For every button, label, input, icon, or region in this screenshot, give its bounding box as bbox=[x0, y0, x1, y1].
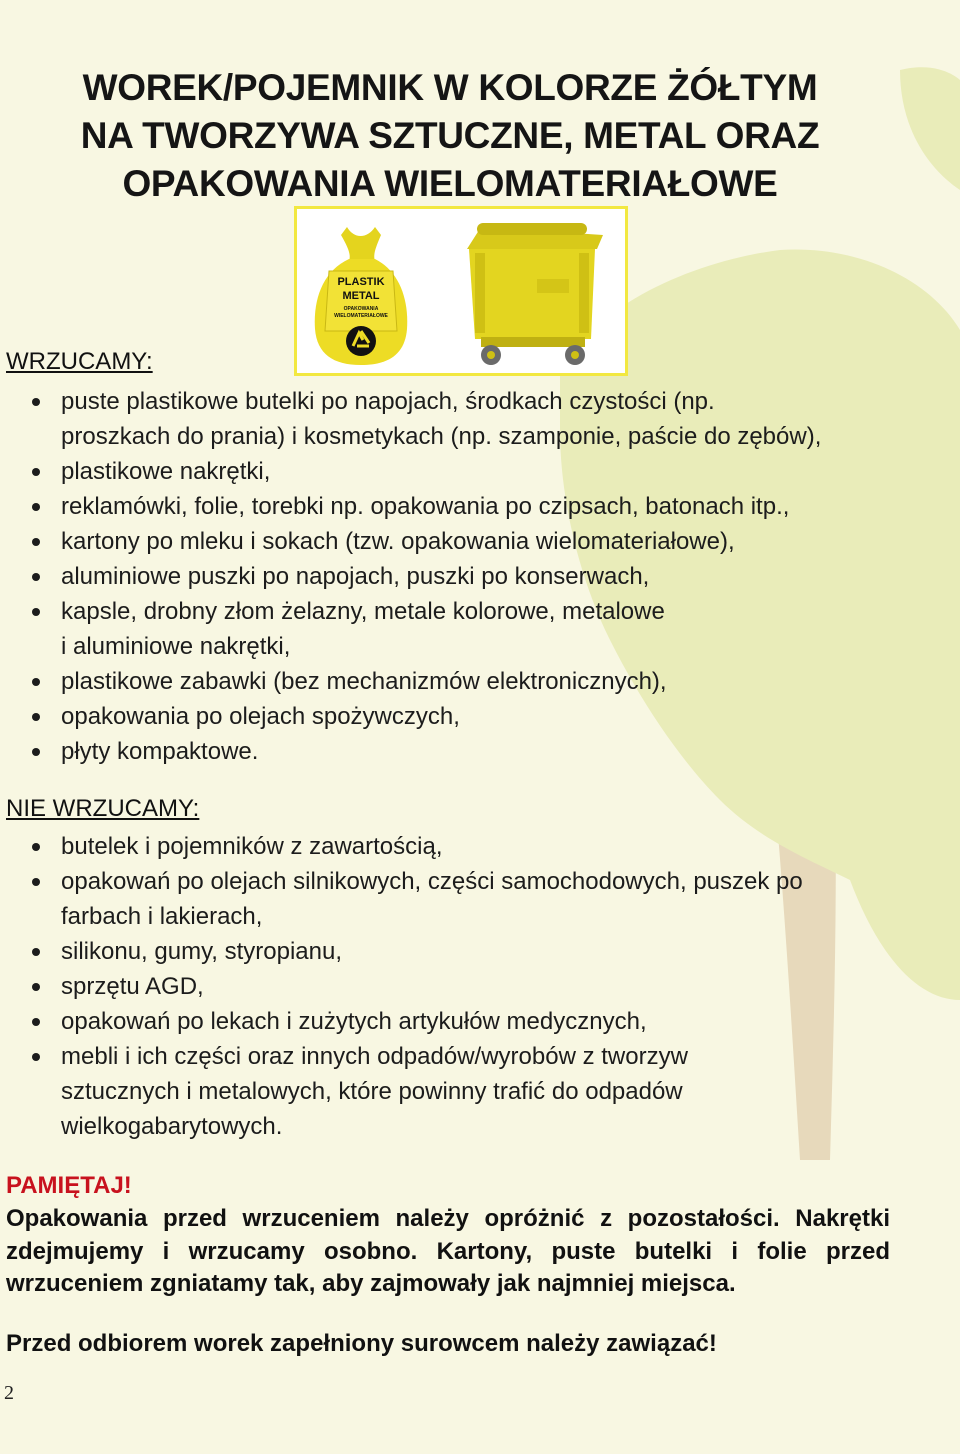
list-item: plastikowe nakrętki, bbox=[0, 454, 821, 489]
recycle-icon bbox=[346, 326, 376, 356]
list-item: aluminiowe puszki po napojach, puszki po konserwach, bbox=[0, 559, 821, 594]
page-title bbox=[0, 64, 900, 208]
title-line-1: WOREK/POJEMNIK W KOLORZE ŻÓŁTYM bbox=[82, 67, 818, 108]
bullet-icon bbox=[32, 398, 40, 406]
remember-text: Opakowania przed wrzuceniem należy opróżnić z pozostałości. Nakrętki zdejmujemy i wrzucamy osobno. Kartony, puste butelki i folie przed wrzuceniem zgniatamy tak, aby zajmowały jak najmniej miejsca. bbox=[6, 1205, 890, 1297]
bullet-icon bbox=[32, 1053, 40, 1061]
bag-label-plastik: PLASTIK bbox=[337, 276, 385, 288]
bullet-icon bbox=[32, 503, 40, 511]
final-note: Przed odbiorem worek zapełniony surowcem należy zawiązać! bbox=[6, 1330, 717, 1357]
list-item: mebli i ich części oraz innych odpadów/wyrobów z tworzyw sztucznych i metalowych, które powinny trafić do odpadów wielkogabarytowych. bbox=[0, 1039, 803, 1144]
list-item: kartony po mleku i sokach (tzw. opakowania wielomateriałowe), bbox=[0, 524, 821, 559]
yellow-bin-image bbox=[457, 223, 607, 369]
bullet-icon bbox=[32, 468, 40, 476]
waste-container-photo bbox=[294, 206, 628, 376]
bullet-icon bbox=[32, 948, 40, 956]
allowed-heading: WRZUCAMY: bbox=[6, 348, 153, 375]
bullet-icon bbox=[32, 748, 40, 756]
allowed-list bbox=[0, 384, 821, 769]
list-item: silikonu, gumy, styropianu, bbox=[0, 934, 803, 969]
title-line-2: NA TWORZYWA SZTUCZNE, METAL ORAZ bbox=[80, 115, 820, 156]
remember-heading: PAMIĘTAJ! bbox=[6, 1172, 132, 1199]
list-item: sprzętu AGD, bbox=[0, 969, 803, 1004]
title-line-3: OPAKOWANIA WIELOMATERIAŁOWE bbox=[122, 163, 778, 204]
list-item: opakowania po olejach spożywczych, bbox=[0, 699, 821, 734]
not-allowed-heading: NIE WRZUCAMY: bbox=[6, 795, 200, 822]
page-number: 2 bbox=[4, 1382, 14, 1404]
bullet-icon bbox=[32, 983, 40, 991]
list-item: kapsle, drobny złom żelazny, metale kolorowe, metalowe i aluminiowe nakrętki, bbox=[0, 594, 821, 664]
bullet-icon bbox=[32, 678, 40, 686]
list-item: plastikowe zabawki (bez mechanizmów elektronicznych), bbox=[0, 664, 821, 699]
bullet-icon bbox=[32, 538, 40, 546]
list-item: opakowań po lekach i zużytych artykułów medycznych, bbox=[0, 1004, 803, 1039]
bag-label-wielomaterialowe: WIELOMATERIAŁOWE bbox=[334, 313, 388, 319]
list-item: puste plastikowe butelki po napojach, środkach czystości (np. proszkach do prania) i kosmetykach (np. szamponie, paście do zębów), bbox=[0, 384, 821, 454]
bullet-icon bbox=[32, 1018, 40, 1026]
bullet-icon bbox=[32, 843, 40, 851]
yellow-bag-image bbox=[309, 219, 413, 369]
bullet-icon bbox=[32, 608, 40, 616]
list-item: płyty kompaktowe. bbox=[0, 734, 821, 769]
bag-label-metal: METAL bbox=[342, 290, 380, 302]
bullet-icon bbox=[32, 878, 40, 886]
bullet-icon bbox=[32, 713, 40, 721]
list-item: butelek i pojemników z zawartością, bbox=[0, 829, 803, 864]
not-allowed-list bbox=[0, 829, 803, 1144]
bullet-icon bbox=[32, 573, 40, 581]
list-item: opakowań po olejach silnikowych, części samochodowych, puszek po farbach i lakierach, bbox=[0, 864, 803, 934]
bag-label-opakowania: OPAKOWANIA bbox=[343, 306, 379, 312]
list-item: reklamówki, folie, torebki np. opakowania po czipsach, batonach itp., bbox=[0, 489, 821, 524]
